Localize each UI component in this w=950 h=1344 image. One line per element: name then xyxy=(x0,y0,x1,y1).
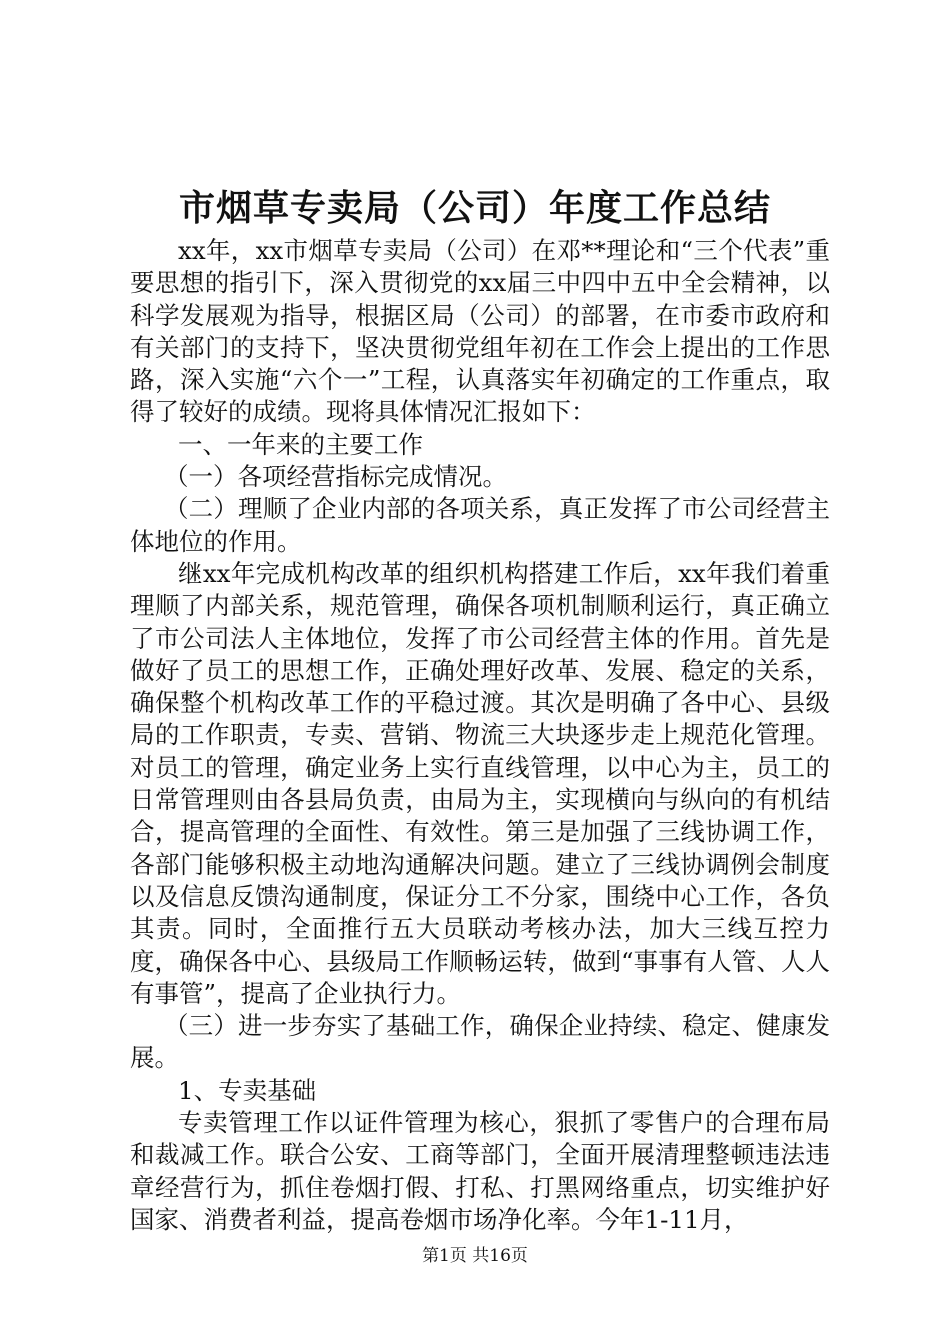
heading-item-1: 1、专卖基础 xyxy=(178,1075,317,1105)
heading-subsection-2: （二）理顺了企业内部的各项关系，真正发挥了市公司经营主体地位的作用。 xyxy=(130,494,830,556)
document-body xyxy=(130,235,830,1236)
paragraph-internal-relations: 继xx年完成机构改革的组织机构搭建工作后，xx年我们着重理顺了内部关系，规范管理，确保各项机制顺利运行，真正确立了市公司法人主体地位，发挥了市公司经营主体的作用。首先是做好了员工的思想工作，正确处理好改革、发展、稳定的关系，确保整个机构改革工作的平稳过渡。其次是明确了各中心、县级局的工作职责，专卖、营销、物流三大块逐步走上规范化管理。对员工的管理，确定业务上实行直线管理，以中心为主，员工的日常管理则由各县局负责，由局为主，实现横向与纵向的有机结合，提高管理的全面性、有效性。第三是加强了三线协调工作，各部门能够积极主动地沟通解决问题。建立了三线协调例会制度以及信息反馈沟通制度，保证分工不分家，围绕中心工作，各负其责。同时，全面推行五大员联动考核办法，加大三线互控力度，确保各中心、县级局工作顺畅运转，做到“事事有人管、人人有事管”，提高了企业执行力。 xyxy=(130,558,830,1008)
page-footer: 第1页 共16页 xyxy=(422,1246,528,1266)
heading-section-1: 一、一年来的主要工作 xyxy=(178,429,423,459)
paragraph-monopoly-basics: 专卖管理工作以证件管理为核心，狠抓了零售户的合理布局和裁减工作。联合公安、工商等部门，全面开展清理整顿违法违章经营行为，抓住卷烟打假、打私、打黑网络重点，切实维护好国家、消费者利益，提高卷烟市场净化率。今年1-11月， xyxy=(130,1108,830,1234)
document-title: 市烟草专卖局（公司）年度工作总结 xyxy=(178,187,771,229)
heading-subsection-3: （三）进一步夯实了基础工作，确保企业持续、稳定、健康发展。 xyxy=(130,1011,830,1073)
paragraph-intro: xx年，xx市烟草专卖局（公司）在邓**理论和“三个代表”重要思想的指引下，深入贯彻党的xx届三中四中五中全会精神，以科学发展观为指导，根据区局（公司）的部署，在市委市政府和有关部门的支持下，坚决贯彻党组年初在工作会上提出的工作思路，深入实施“六个一”工程，认真落实年初确定的工作重点，取得了较好的成绩。现将具体情况汇报如下： xyxy=(130,236,830,427)
heading-subsection-1: （一）各项经营指标完成情况。 xyxy=(164,462,507,492)
